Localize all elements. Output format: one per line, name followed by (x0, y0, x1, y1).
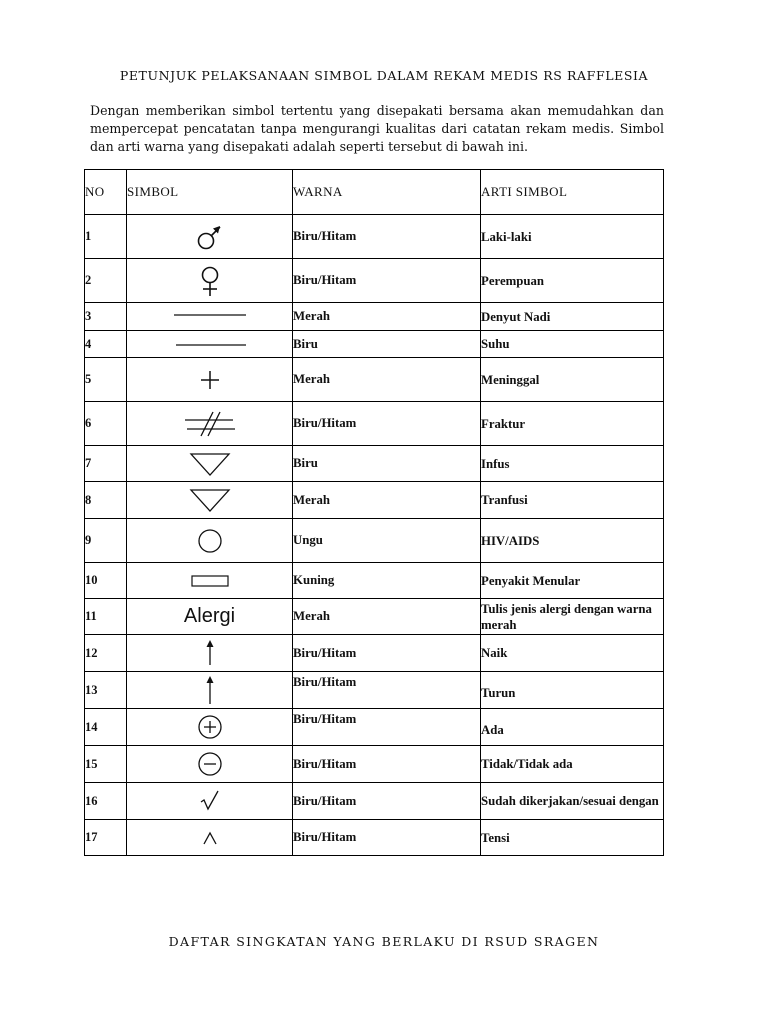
symbol-cell (127, 215, 293, 259)
table-row (85, 709, 664, 746)
warna-cell: Biru/Hitam (293, 820, 481, 856)
symbol-cell (127, 446, 293, 482)
row-number: 16 (85, 783, 127, 820)
arti-cell: Denyut Nadi (481, 303, 664, 331)
table-row (85, 215, 664, 259)
arti-cell: Fraktur (481, 402, 664, 446)
table-row (85, 259, 664, 303)
table-row (85, 599, 664, 635)
caret-icon (201, 830, 219, 846)
table-row (85, 820, 664, 856)
small-up-arrow-icon (204, 639, 216, 667)
header-warna: WARNA (293, 170, 481, 215)
table-row (85, 635, 664, 672)
warna-cell: Kuning (293, 563, 481, 599)
symbol-cell (127, 303, 293, 331)
row-number: 1 (85, 215, 127, 259)
header-no: NO (85, 170, 127, 215)
warna-cell: Biru/Hitam (293, 709, 481, 746)
symbol-cell (127, 563, 293, 599)
warna-cell: Biru/Hitam (293, 635, 481, 672)
symbol-cell (127, 519, 293, 563)
line-icon (172, 339, 248, 349)
rectangle-icon (190, 574, 230, 588)
table-header-row (85, 170, 664, 215)
row-number: 10 (85, 563, 127, 599)
symbol-table (84, 169, 664, 856)
warna-cell: Merah (293, 599, 481, 635)
symbol-cell (127, 599, 293, 635)
arti-cell: Tranfusi (481, 482, 664, 519)
male-symbol-icon (195, 222, 225, 252)
table-row (85, 358, 664, 402)
arti-cell: Naik (481, 635, 664, 672)
header-arti-simbol: ARTI SIMBOL (481, 170, 664, 215)
table-row (85, 446, 664, 482)
circled-minus-icon (197, 751, 223, 777)
warna-cell: Biru (293, 331, 481, 358)
row-number: 17 (85, 820, 127, 856)
table-row (85, 563, 664, 599)
circle-icon (196, 528, 224, 554)
row-number: 14 (85, 709, 127, 746)
warna-cell: Merah (293, 358, 481, 402)
warna-cell: Biru (293, 446, 481, 482)
table-row (85, 746, 664, 783)
row-number: 6 (85, 402, 127, 446)
symbol-cell (127, 635, 293, 672)
row-number: 2 (85, 259, 127, 303)
long-line-icon (172, 312, 248, 322)
row-number: 4 (85, 331, 127, 358)
arti-cell: Penyakit Menular (481, 563, 664, 599)
arti-cell: Tidak/Tidak ada (481, 746, 664, 783)
intro-paragraph: Dengan memberikan simbol tertentu yang disepakati bersama akan memudahkan dan mempercepat pencatatan tanpa mengurangi kualitas dari catatan rekam medis. Simbol dan arti warna yang disepakati adalah seperti tersebut di bawah ini. (90, 103, 664, 154)
warna-cell: Biru/Hitam (293, 402, 481, 446)
symbol-cell (127, 402, 293, 446)
check-root-icon (199, 789, 221, 813)
table-row (85, 402, 664, 446)
arti-cell: Tensi (481, 820, 664, 856)
symbol-cell (127, 820, 293, 856)
warna-cell: Merah (293, 482, 481, 519)
row-number: 5 (85, 358, 127, 402)
plus-icon (198, 368, 222, 392)
symbol-cell (127, 482, 293, 519)
arti-cell: Perempuan (481, 259, 664, 303)
row-number: 15 (85, 746, 127, 783)
symbol-cell (127, 709, 293, 746)
symbol-cell (127, 783, 293, 820)
row-number: 12 (85, 635, 127, 672)
arti-cell: Suhu (481, 331, 664, 358)
arti-cell: Ada (481, 709, 664, 746)
symbol-cell (127, 358, 293, 402)
down-triangle-icon (189, 487, 231, 513)
down-triangle-icon (189, 451, 231, 477)
table-row (85, 303, 664, 331)
arti-cell: Sudah dikerjakan/sesuai dengan (481, 783, 664, 820)
symbol-cell (127, 259, 293, 303)
table-row (85, 519, 664, 563)
row-number: 8 (85, 482, 127, 519)
arti-cell: Infus (481, 446, 664, 482)
table-row (85, 482, 664, 519)
up-arrow-icon (204, 675, 216, 705)
table-row (85, 783, 664, 820)
row-number: 11 (85, 599, 127, 635)
warna-cell: Ungu (293, 519, 481, 563)
arti-cell: Tulis jenis alergi dengan warna merah (481, 599, 664, 635)
row-number: 3 (85, 303, 127, 331)
fracture-icon (183, 410, 237, 438)
warna-cell: Merah (293, 303, 481, 331)
arti-cell: Turun (481, 672, 664, 709)
warna-cell: Biru/Hitam (293, 215, 481, 259)
symbol-cell (127, 746, 293, 783)
circled-plus-icon (197, 714, 223, 740)
table-row (85, 672, 664, 709)
arti-cell: HIV/AIDS (481, 519, 664, 563)
warna-cell: Biru/Hitam (293, 746, 481, 783)
warna-cell: Biru/Hitam (293, 672, 481, 709)
row-number: 7 (85, 446, 127, 482)
document-title: PETUNJUK PELAKSANAAN SIMBOL DALAM REKAM MEDIS RS RAFFLESIA (119, 68, 649, 83)
female-symbol-icon (195, 264, 225, 298)
table-row (85, 331, 664, 358)
symbol-cell (127, 672, 293, 709)
header-simbol: SIMBOL (127, 170, 293, 215)
row-number: 9 (85, 519, 127, 563)
row-number: 13 (85, 672, 127, 709)
symbol-cell (127, 331, 293, 358)
alergi-text: Alergi (183, 605, 236, 627)
warna-cell: Biru/Hitam (293, 783, 481, 820)
footer-heading: DAFTAR SINGKATAN YANG BERLAKU DI RSUD SRAGEN (168, 934, 600, 949)
warna-cell: Biru/Hitam (293, 259, 481, 303)
arti-cell: Meninggal (481, 358, 664, 402)
arti-cell: Laki-laki (481, 215, 664, 259)
